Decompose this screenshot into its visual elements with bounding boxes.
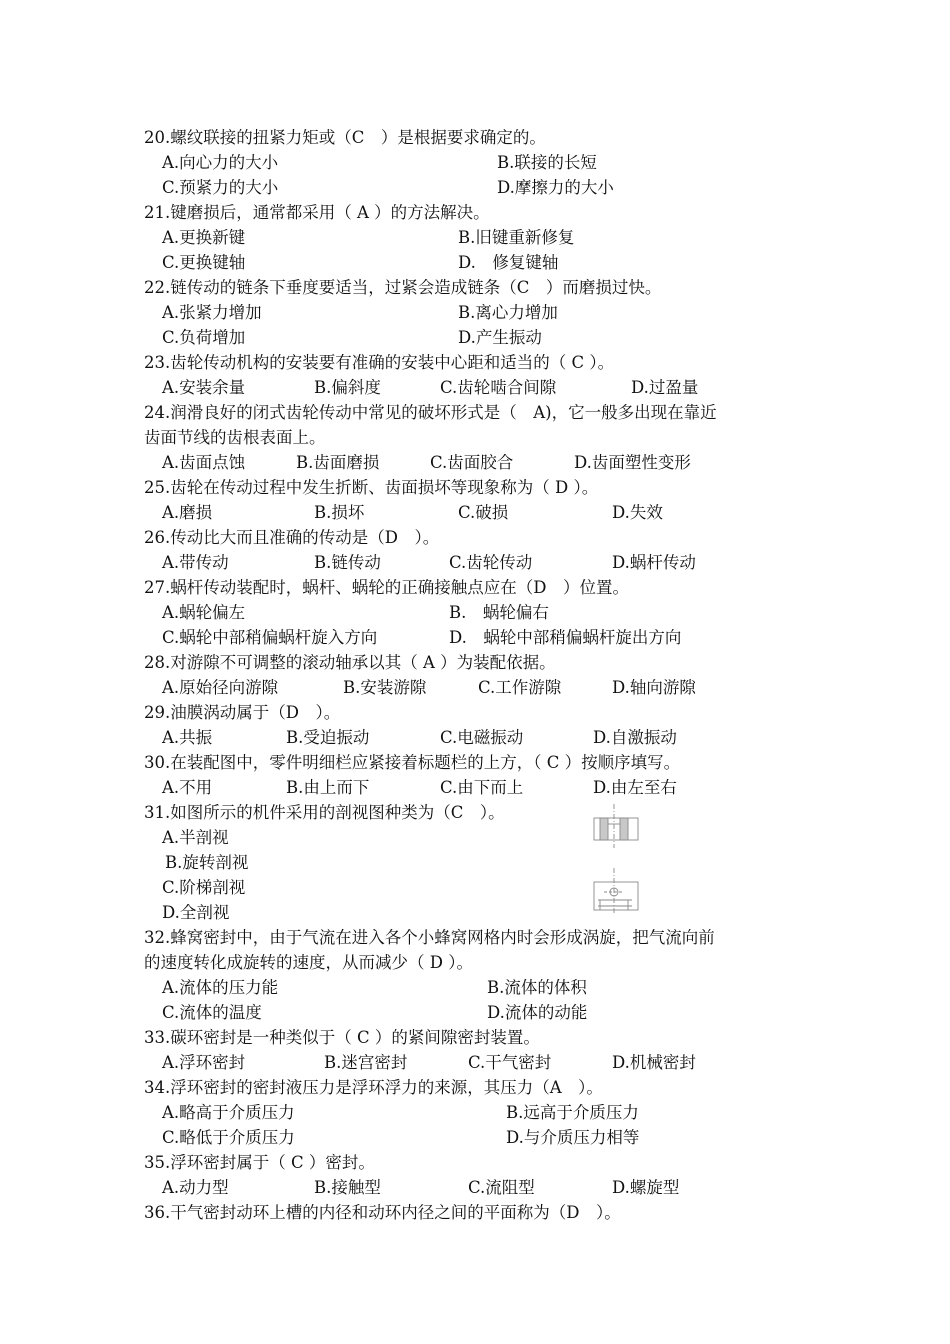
question-stem: 33.碳环密封是一种类似于（ C ）的紧间隙密封装置。 — [144, 1028, 540, 1047]
question-stem-continued: 的速度转化成旋转的速度，从而减少（ D ）。 — [144, 953, 473, 972]
question-stem-continued: 齿面节线的齿根表面上。 — [144, 428, 326, 447]
option-d: D.与介质压力相等 — [506, 1128, 640, 1147]
option-c: C.工作游隙 — [478, 678, 562, 697]
option-b: B.远高于介质压力 — [506, 1103, 639, 1122]
option-b: B.接触型 — [314, 1178, 381, 1197]
question-stem: 26.传动比大而且准确的传动是（D ）。 — [144, 528, 440, 547]
option-b: B.损坏 — [314, 503, 365, 522]
option-a: A.半剖视 — [162, 828, 229, 847]
option-c: C.预紧力的大小 — [162, 178, 279, 197]
option-a: A.共振 — [162, 728, 213, 747]
option-d: D.摩擦力的大小 — [497, 178, 614, 197]
option-d: D.螺旋型 — [612, 1178, 680, 1197]
option-c: C.更换键轴 — [162, 253, 246, 272]
option-a: A.蜗轮偏左 — [162, 603, 246, 622]
option-d: D.齿面塑性变形 — [574, 453, 691, 472]
option-a: A.磨损 — [162, 503, 213, 522]
question-stem: 24.润滑良好的闭式齿轮传动中常见的破坏形式是（ A)，它一般多出现在靠近 — [144, 403, 717, 422]
option-d: D.机械密封 — [612, 1053, 696, 1072]
question-stem: 36.干气密封动环上槽的内径和动环内径之间的平面称为（D ）。 — [144, 1203, 621, 1222]
option-a: A.安装余量 — [162, 378, 246, 397]
question-stem: 20.螺纹联接的扭紧力矩或（C ）是根据要求确定的。 — [144, 128, 546, 147]
option-d: D. 修复键轴 — [458, 253, 559, 272]
option-c: C.负荷增加 — [162, 328, 246, 347]
question-stem: 32.蜂窝密封中，由于气流在进入各个小蜂窝网格内时会形成涡旋，把气流向前 — [144, 928, 715, 947]
question-stem: 27.蜗杆传动装配时，蜗杆、蜗轮的正确接触点应在（D ）位置。 — [144, 578, 629, 597]
question-stem: 35.浮环密封属于（ C ）密封。 — [144, 1153, 375, 1172]
option-a: A.动力型 — [162, 1178, 229, 1197]
option-a: A.带传动 — [162, 553, 229, 572]
question-stem: 28.对游隙不可调整的滚动轴承以其（ A ）为装配依据。 — [144, 653, 556, 672]
question-stem: 25.齿轮在传动过程中发生折断、齿面损坏等现象称为（ D ）。 — [144, 478, 599, 497]
option-c: C.齿轮传动 — [449, 553, 533, 572]
option-d: D.全剖视 — [162, 903, 230, 922]
option-b: B.旧键重新修复 — [458, 228, 575, 247]
question-stem: 29.油膜涡动属于（D ）。 — [144, 703, 341, 722]
option-d: D.过盈量 — [631, 378, 699, 397]
option-a: A.原始径向游隙 — [162, 678, 279, 697]
option-a: A.向心力的大小 — [162, 153, 279, 172]
option-c: C.电磁振动 — [440, 728, 524, 747]
option-b: B.迷宫密封 — [324, 1053, 408, 1072]
option-c: C.干气密封 — [468, 1053, 552, 1072]
question-stem: 23.齿轮传动机构的安装要有准确的安装中心距和适当的（ C ）。 — [144, 353, 615, 372]
option-c: C.破损 — [458, 503, 509, 522]
option-d: D.自激振动 — [593, 728, 677, 747]
question-stem: 22.链传动的链条下垂度要适当，过紧会造成链条（C ）而磨损过快。 — [144, 278, 662, 297]
question-stem: 31.如图所示的机件采用的剖视图种类为（C ）。 — [144, 803, 505, 822]
option-b: B.安装游隙 — [343, 678, 427, 697]
option-c: C.阶梯剖视 — [162, 878, 246, 897]
option-a: A.浮环密封 — [162, 1053, 246, 1072]
option-d: D.产生振动 — [458, 328, 542, 347]
option-a: A.略高于介质压力 — [162, 1103, 295, 1122]
option-d: D. 蜗轮中部稍偏蜗杆旋出方向 — [449, 628, 682, 647]
question-stem: 34.浮环密封的密封液压力是浮环浮力的来源，其压力（A ）。 — [144, 1078, 603, 1097]
option-c: C.齿轮啮合间隙 — [440, 378, 557, 397]
option-a: A.张紧力增加 — [162, 303, 262, 322]
option-c: C.略低于介质压力 — [162, 1128, 295, 1147]
option-b: B.受迫振动 — [286, 728, 370, 747]
option-a: A.不用 — [162, 778, 213, 797]
option-a: A.齿面点蚀 — [162, 453, 246, 472]
option-d: D.流体的动能 — [487, 1003, 588, 1022]
option-c: C.流体的温度 — [162, 1003, 262, 1022]
option-a: A.流体的压力能 — [162, 978, 279, 997]
option-d: D.轴向游隙 — [612, 678, 696, 697]
option-c: C.蜗轮中部稍偏蜗杆旋入方向 — [162, 628, 378, 647]
option-b: B.旋转剖视 — [165, 853, 249, 872]
option-b: B.链传动 — [314, 553, 381, 572]
section-view-figure — [590, 804, 650, 916]
question-stem: 30.在装配图中，零件明细栏应紧接着标题栏的上方，（ C ）按顺序填写。 — [144, 753, 681, 772]
option-c: C.齿面胶合 — [430, 453, 514, 472]
option-c: C.流阻型 — [468, 1178, 535, 1197]
option-b: B.流体的体积 — [487, 978, 587, 997]
option-b: B.齿面磨损 — [296, 453, 380, 472]
question-stem: 21.键磨损后，通常都采用（ A ）的方法解决。 — [144, 203, 490, 222]
option-b: B. 蜗轮偏右 — [449, 603, 549, 622]
option-d: D.蜗杆传动 — [612, 553, 696, 572]
option-b: B.离心力增加 — [458, 303, 558, 322]
option-a: A.更换新键 — [162, 228, 246, 247]
option-b: B.偏斜度 — [314, 378, 381, 397]
option-c: C.由下而上 — [440, 778, 524, 797]
option-b: B.由上而下 — [286, 778, 370, 797]
option-d: D.失效 — [612, 503, 663, 522]
option-d: D.由左至右 — [593, 778, 677, 797]
option-b: B.联接的长短 — [497, 153, 597, 172]
